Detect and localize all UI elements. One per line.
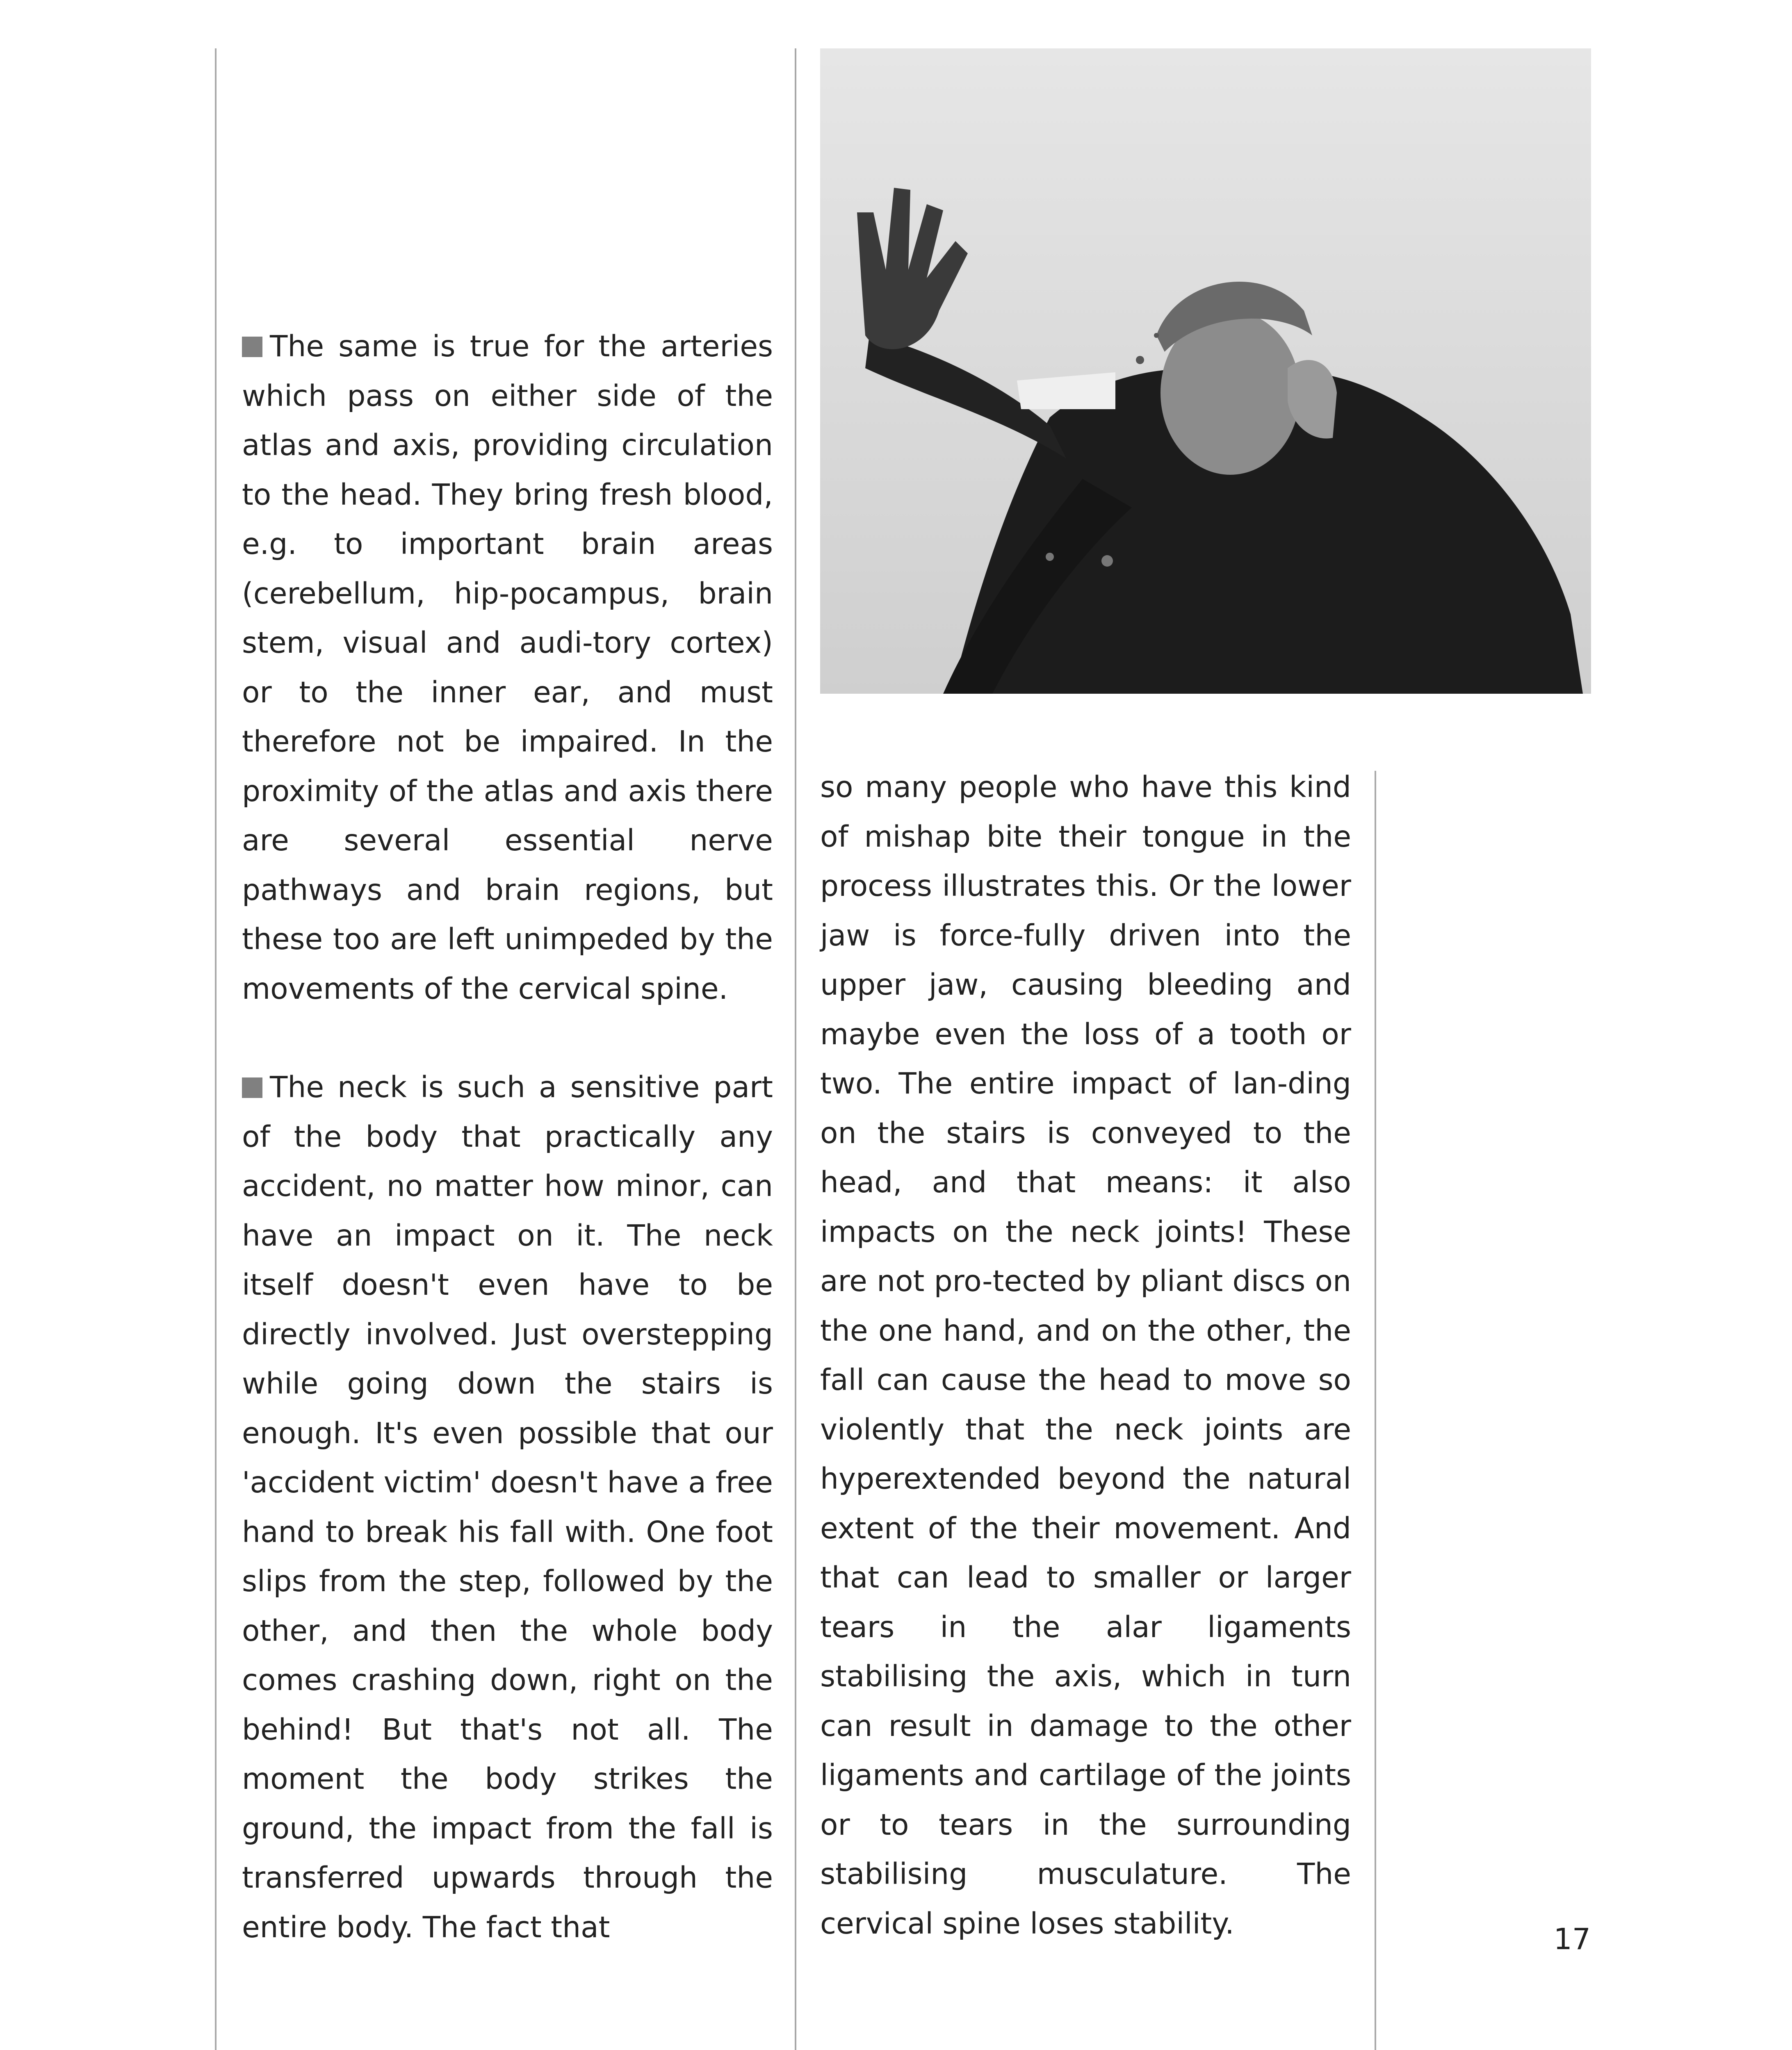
- column-rule-middle: [795, 48, 796, 2050]
- falling-man-image: [820, 48, 1591, 694]
- falling-man-photo: [820, 48, 1591, 694]
- paragraph-text: The same is true for the arteries which pass on either side of the atlas and axis, providing circulation to the head. They bring fresh blood, e.g. to important brain areas (cerebellum, hip-pocampus, brain stem, visual and audi-tory cortex) or to the inner ear, and must therefore not be impaired. In the proximity of the atlas and axis there are several essential nerve pathways and brain regions, but these too are left unimpeded by the movements of the cervical spine.: [242, 329, 773, 1006]
- page-number: 17: [1553, 1922, 1591, 1956]
- square-bullet-icon: [242, 337, 262, 357]
- paragraph: [242, 322, 773, 1014]
- column-rule-left: [215, 48, 217, 2050]
- text-column-left: [242, 322, 773, 1952]
- paragraph-text: The neck is such a sensitive part of the body that practically any accident, no matter how minor, can have an impact on it. The neck itself doesn't even have to be directly involved. Just overstepping while going down the stairs is enough. It's even possible that our 'accident victim' doesn't have a free hand to break his fall with. One foot slips from the step, followed by the other, and then the whole body comes crashing down, right on the behind! But that's not all. The moment the body strikes the ground, the impact from the fall is transferred upwards through the entire body. The fact that: [242, 1070, 773, 1944]
- square-bullet-icon: [242, 1077, 262, 1098]
- paragraph-text: so many people who have this kind of mishap bite their tongue in the process illustrates this. Or the lower jaw is force-fully driven into the upper jaw, causing bleeding and maybe even the loss of a tooth or two. The entire impact of lan-ding on the stairs is conveyed to the head, and that means: it also impacts on the neck joints! These are not pro-tected by pliant discs on the one hand, and on the other, the fall can cause the head to move so violently that the neck joints are hyperextended beyond the natural extent of the their movement. And that can lead to smaller or larger tears in the alar ligaments stabilising the axis, which in turn can result in damage to the other ligaments and cartilage of the joints or to tears in the surrounding stabilising musculature. The cervical spine loses stability.: [820, 770, 1351, 1941]
- column-rule-right: [1375, 771, 1376, 2050]
- paragraph: [242, 1063, 773, 1952]
- text-column-right: [820, 763, 1351, 1948]
